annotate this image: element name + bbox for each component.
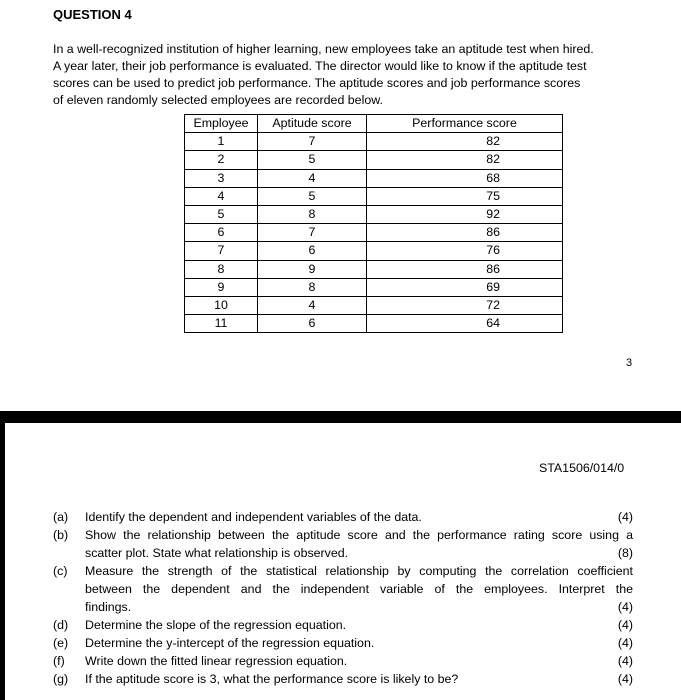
cell-performance: 86 <box>367 224 563 242</box>
cell-performance: 69 <box>367 278 563 296</box>
question-text: Determine the slope of the regression equation. <box>85 618 347 632</box>
question-item <box>5 652 681 670</box>
question-label: (a) <box>53 510 69 524</box>
cell-performance: 82 <box>367 133 563 151</box>
table-row <box>185 205 563 223</box>
table-row <box>185 260 563 278</box>
question-line <box>85 670 633 688</box>
page-bottom <box>5 423 681 700</box>
question-intro <box>53 41 643 109</box>
header-aptitude: Aptitude score <box>258 115 367 133</box>
table-row <box>185 242 563 260</box>
question-label: (g) <box>53 672 69 686</box>
intro-line: scores can be used to predict job performance. The aptitude scores and job performance scores <box>53 76 581 90</box>
cell-aptitude: 5 <box>258 151 367 169</box>
table-header-row <box>185 115 563 133</box>
intro-line: of eleven randomly selected employees are recorded below. <box>53 93 383 107</box>
question-text: If the aptitude score is 3, what the performance score is likely to be? <box>85 672 459 686</box>
table-row <box>185 224 563 242</box>
intro-line: A year later, their job performance is evaluated. The director would like to know if the aptitude test <box>53 59 587 73</box>
cell-aptitude: 8 <box>258 205 367 223</box>
question-label: (b) <box>53 528 69 542</box>
cell-employee: 1 <box>185 133 258 151</box>
question-text: Measure the strength of the statistical relationship by computing the correlation coefficient <box>85 564 633 578</box>
question-line <box>85 508 633 526</box>
table-row <box>185 278 563 296</box>
cell-employee: 4 <box>185 187 258 205</box>
question-item <box>5 526 681 562</box>
cell-performance: 86 <box>367 260 563 278</box>
table-row <box>185 169 563 187</box>
question-item <box>5 616 681 634</box>
question-text: findings. <box>85 600 132 614</box>
cell-performance: 72 <box>367 296 563 314</box>
question-label: (c) <box>53 564 68 578</box>
cell-aptitude: 6 <box>258 315 367 333</box>
question-item <box>5 562 681 616</box>
cell-aptitude: 5 <box>258 187 367 205</box>
table-row <box>185 151 563 169</box>
question-line <box>85 598 633 616</box>
question-item <box>5 670 681 688</box>
question-text: Show the relationship between the aptitude score and the performance rating score using a <box>85 528 633 542</box>
cell-employee: 2 <box>185 151 258 169</box>
question-line <box>85 652 633 670</box>
question-line <box>85 580 633 598</box>
question-label: (f) <box>53 654 65 668</box>
question-label: (e) <box>53 636 69 650</box>
cell-aptitude: 9 <box>258 260 367 278</box>
table-body <box>185 133 563 333</box>
cell-employee: 3 <box>185 169 258 187</box>
table-row <box>185 133 563 151</box>
cell-aptitude: 4 <box>258 296 367 314</box>
page-number: 3 <box>626 357 633 369</box>
header-employee: Employee <box>185 115 258 133</box>
cell-employee: 11 <box>185 315 258 333</box>
table-row <box>185 296 563 314</box>
cell-aptitude: 8 <box>258 278 367 296</box>
document-code: STA1506/014/0 <box>539 461 625 475</box>
question-marks: (4) <box>617 510 633 524</box>
cell-aptitude: 4 <box>258 169 367 187</box>
cell-employee: 8 <box>185 260 258 278</box>
question-text: Determine the y-intercept of the regression equation. <box>85 636 375 650</box>
question-label: (d) <box>53 618 69 632</box>
question-heading: QUESTION 4 <box>53 7 132 22</box>
question-marks: (4) <box>617 618 633 632</box>
scores-table <box>184 114 563 333</box>
question-line <box>85 562 633 580</box>
cell-employee: 10 <box>185 296 258 314</box>
cell-employee: 9 <box>185 278 258 296</box>
question-line <box>85 634 633 652</box>
intro-line: In a well-recognized institution of higher learning, new employees take an aptitude test when hired. <box>53 42 594 56</box>
question-item <box>5 508 681 526</box>
cell-performance: 68 <box>367 169 563 187</box>
cell-aptitude: 7 <box>258 133 367 151</box>
question-item <box>5 634 681 652</box>
question-text: Write down the fitted linear regression equation. <box>85 654 348 668</box>
question-marks: (4) <box>617 654 633 668</box>
cell-performance: 64 <box>367 315 563 333</box>
question-line <box>85 616 633 634</box>
table-row <box>185 315 563 333</box>
cell-performance: 92 <box>367 205 563 223</box>
cell-aptitude: 6 <box>258 242 367 260</box>
cell-performance: 76 <box>367 242 563 260</box>
question-text: scatter plot. State what relationship is observed. <box>85 546 349 560</box>
question-line <box>85 526 633 544</box>
cell-aptitude: 7 <box>258 224 367 242</box>
cell-employee: 6 <box>185 224 258 242</box>
question-line <box>85 544 633 562</box>
cell-performance: 82 <box>367 151 563 169</box>
question-marks: (4) <box>617 672 633 686</box>
cell-employee: 7 <box>185 242 258 260</box>
question-marks: (4) <box>617 600 633 614</box>
cell-employee: 5 <box>185 205 258 223</box>
question-text: Identify the dependent and independent variables of the data. <box>85 510 422 524</box>
question-marks: (8) <box>617 546 633 560</box>
table-row <box>185 187 563 205</box>
question-marks: (4) <box>617 636 633 650</box>
question-text: between the dependent and the independent variable of the employees. Interpret the <box>85 582 633 596</box>
cell-performance: 75 <box>367 187 563 205</box>
header-performance: Performance score <box>367 115 563 133</box>
